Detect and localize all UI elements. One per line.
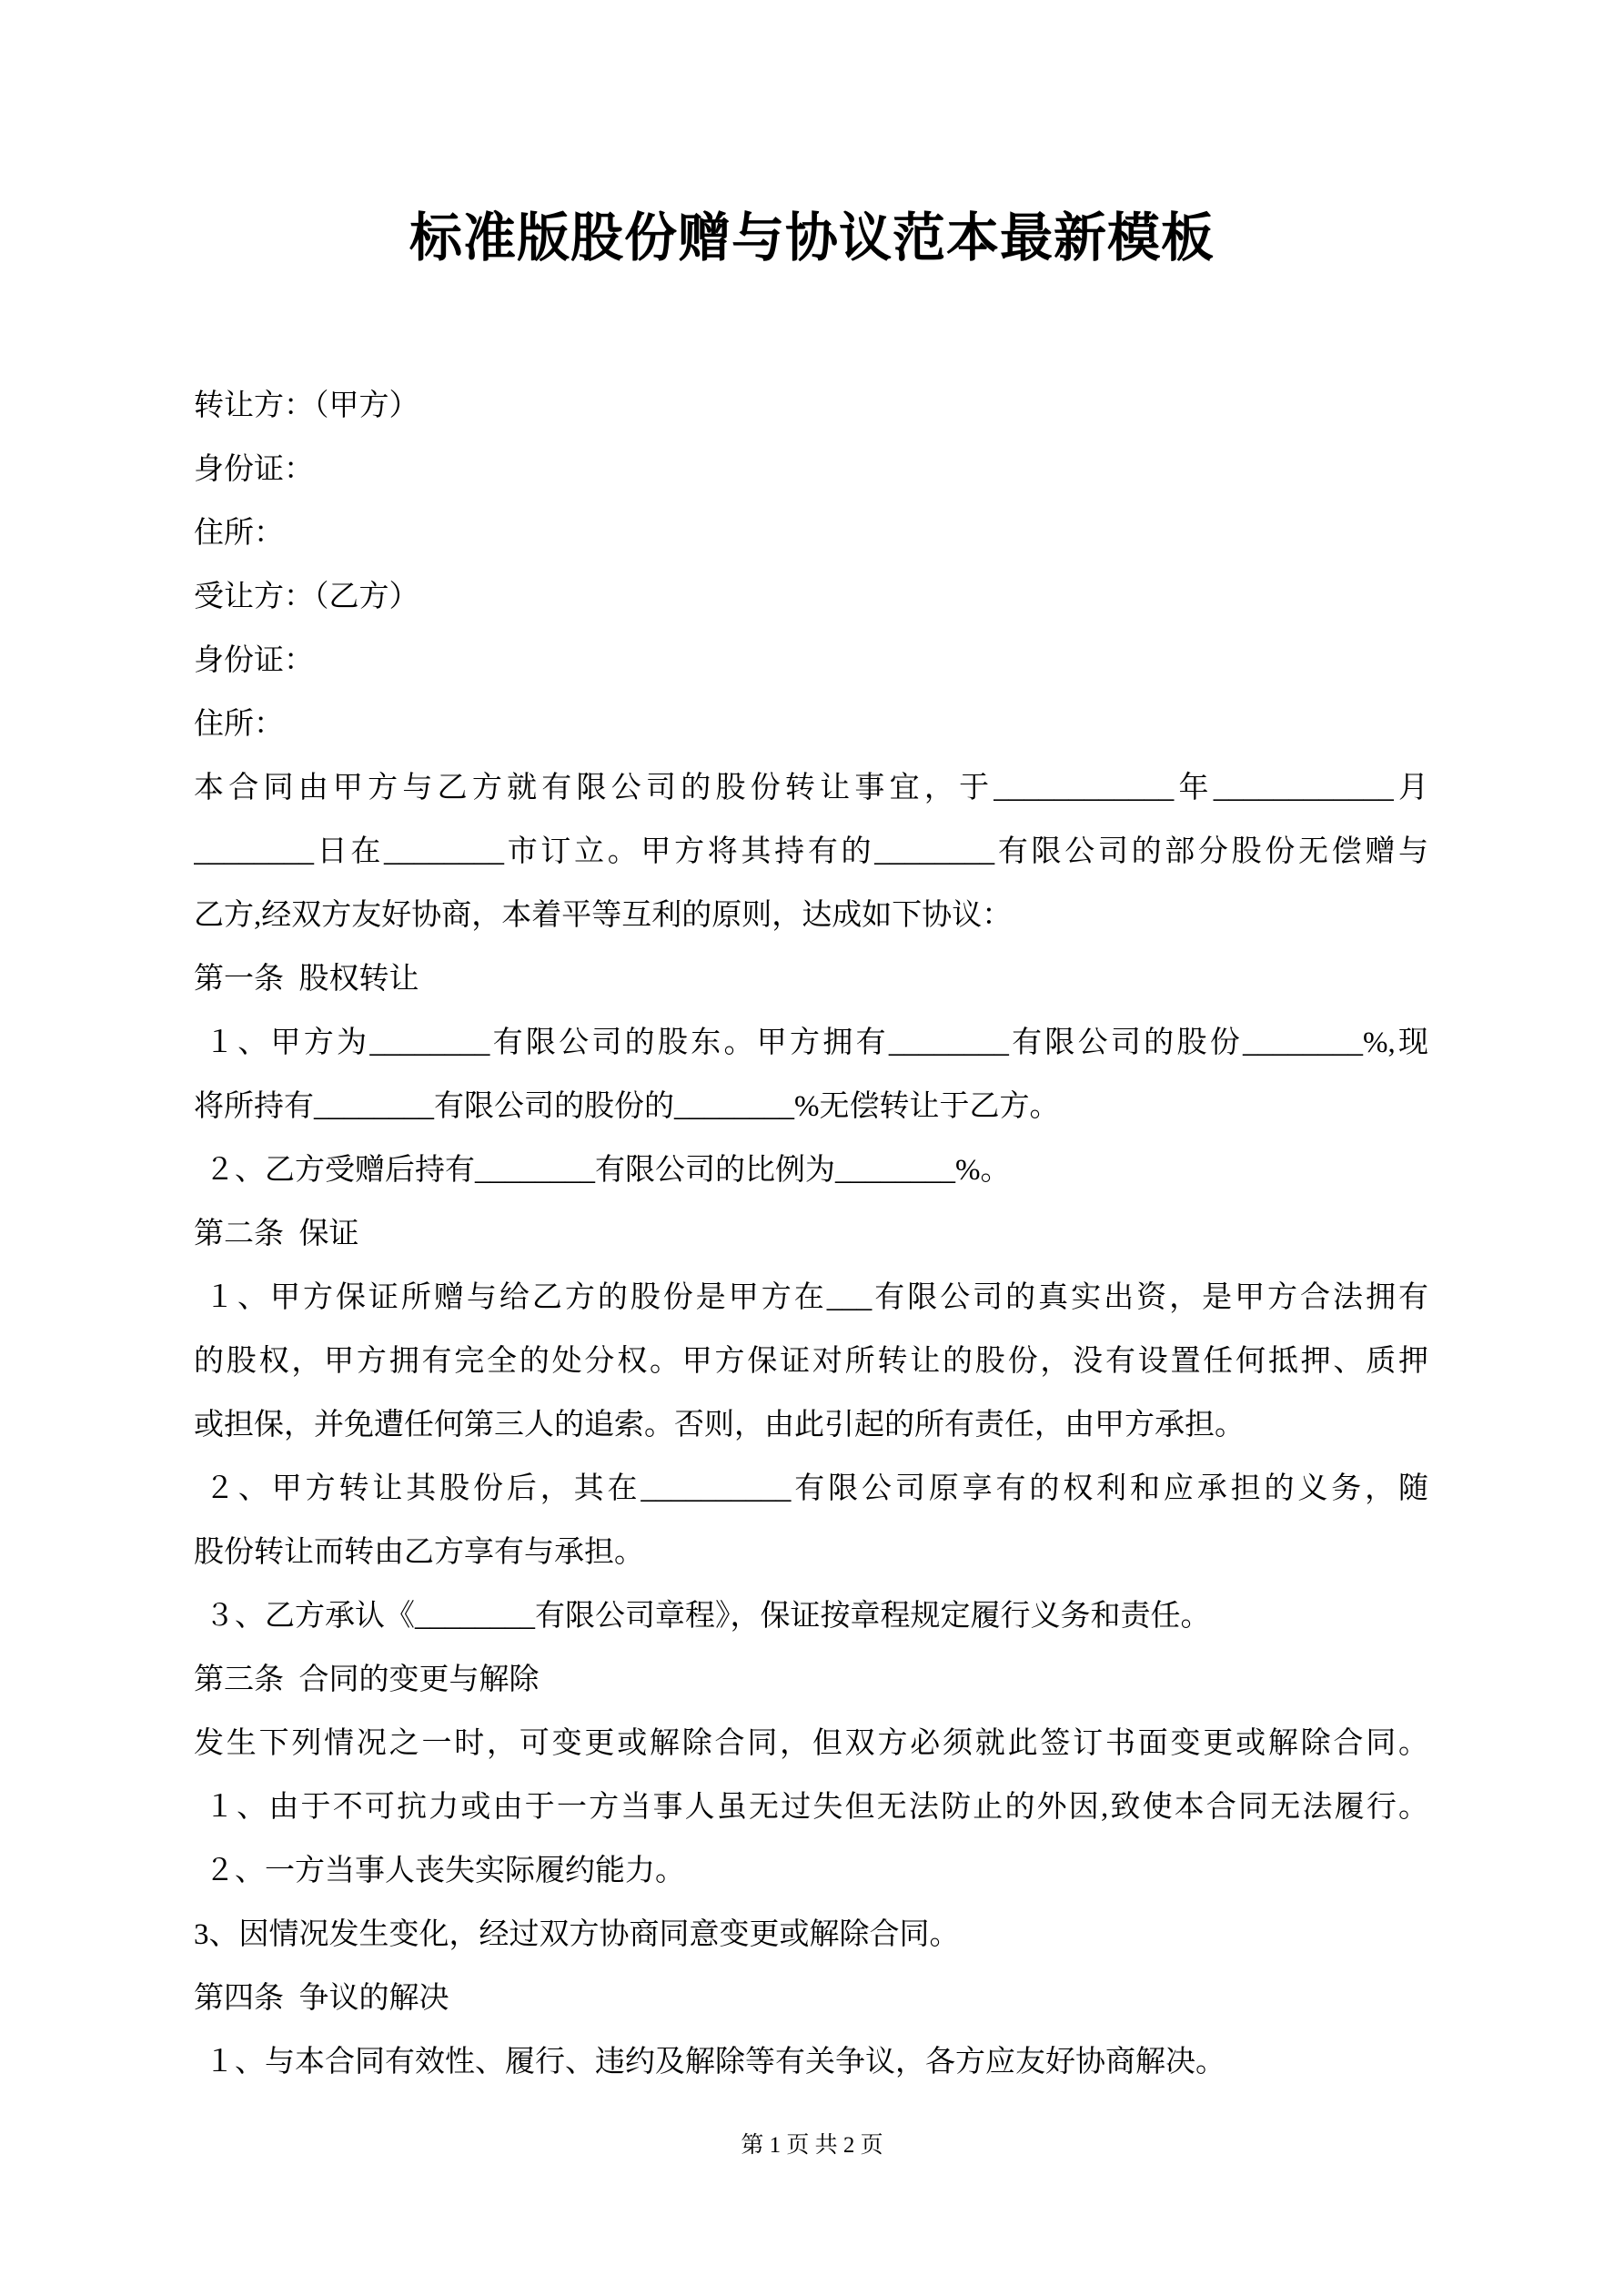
document-line: 第四条 争议的解决 [194, 1982, 449, 2015]
document-line: 第三条 合同的变更与解除 [194, 1664, 540, 1696]
document-line: ２、甲方转让其股份后，其在__________有限公司原享有的权利和应承担的义务，随 [205, 1472, 1428, 1505]
document-line: 身份证： [194, 644, 314, 677]
document-line: 第二条 保证 [194, 1218, 359, 1250]
page-number-footer: 第 1 页 共 2 页 [741, 2133, 883, 2158]
document-line: 将所持有________有限公司的股份的________%无偿转让于乙方。 [194, 1090, 1060, 1123]
document-title: 标准版股份赠与协议范本最新模板 [409, 208, 1215, 268]
document-line: 受让方：（乙方） [194, 581, 419, 613]
document-line: 身份证： [194, 453, 314, 486]
document-line: 股份转让而转由乙方享有与承担。 [194, 1536, 644, 1569]
document-line: ２、一方当事人丧失实际履约能力。 [205, 1855, 685, 1887]
document-line: 转让方：（甲方） [194, 389, 419, 422]
document-line: １、甲方为________有限公司的股东。甲方拥有________有限公司的股份________%,现 [205, 1027, 1428, 1059]
document-line: ２、乙方受赠后持有________有限公司的比例为________%。 [205, 1154, 1011, 1187]
document-line: １、与本合同有效性、履行、违约及解除等有关争议，各方应友好协商解决。 [205, 2046, 1226, 2079]
document-line: 或担保，并免遭任何第三人的追索。否则，由此引起的所有责任，由甲方承担。 [194, 1409, 1245, 1441]
document-body [194, 374, 1428, 2094]
document-line: ３、乙方承认《________有限公司章程》，保证按章程规定履行义务和责任。 [205, 1600, 1211, 1633]
document-line: 3、因情况发生变化，经过双方协商同意变更或解除合同。 [194, 1918, 960, 1951]
document-line: ________日在________市订立。甲方将其持有的________有限公司的部分股份无偿赠与 [194, 835, 1428, 868]
document-line: 本合同由甲方与乙方就有限公司的股份转让事宜，于____________年____________月 [194, 772, 1428, 804]
document-line: 乙方,经双方友好协商，本着平等互利的原则，达成如下协议： [194, 899, 1013, 932]
document-line: １、甲方保证所赠与给乙方的股份是甲方在___有限公司的真实出资，是甲方合法拥有 [205, 1281, 1428, 1314]
document-line: 住所： [194, 708, 284, 741]
document-line: 的股权，甲方拥有完全的处分权。甲方保证对所转让的股份，没有设置任何抵押、质押 [194, 1345, 1428, 1378]
document-line: １、由于不可抗力或由于一方当事人虽无过失但无法防止的外因,致使本合同无法履行。 [205, 1791, 1428, 1824]
document-line: 发生下列情况之一时，可变更或解除合同，但双方必须就此签订书面变更或解除合同。 [194, 1727, 1428, 1760]
document-line: 住所： [194, 517, 284, 550]
document-line: 第一条 股权转让 [194, 963, 419, 996]
